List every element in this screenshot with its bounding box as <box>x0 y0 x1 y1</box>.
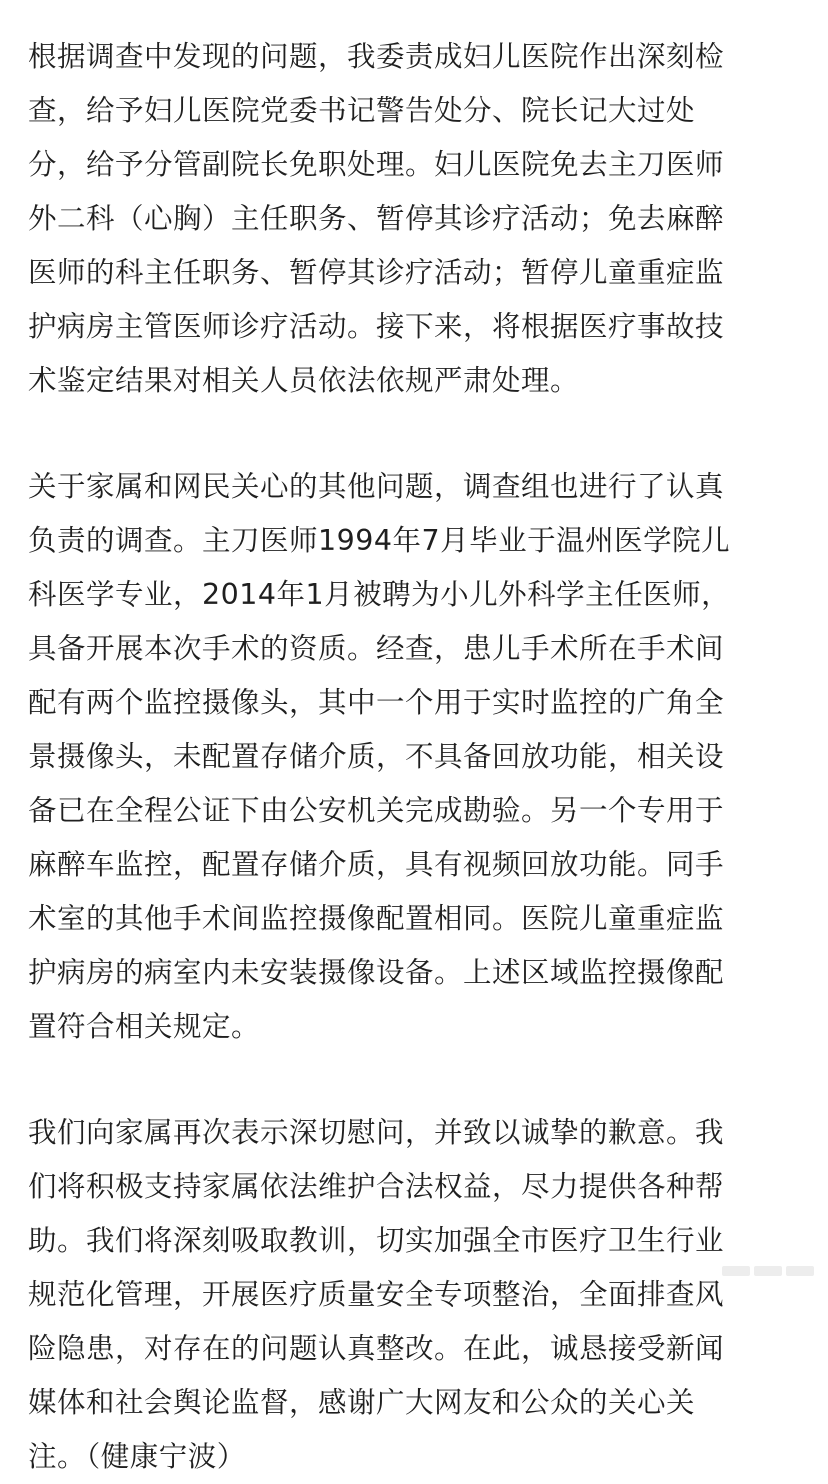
text-line: 注。（健康宁波） <box>28 1440 246 1473</box>
watermark-mark <box>786 1266 814 1276</box>
watermark <box>722 1266 814 1276</box>
text-line: 根据调查中发现的问题，我委责成妇儿医院作出深刻检 <box>28 40 725 73</box>
text-line: 备已在全程公证下由公安机关完成勘验。另一个专用于 <box>28 794 725 827</box>
text-line: 媒体和社会舆论监督，感谢广大网友和公众的关心关 <box>28 1386 696 1419</box>
paragraph-investigation-findings <box>28 460 808 1054</box>
text-line: 配有两个监控摄像头，其中一个用于实时监控的广角全 <box>28 686 725 719</box>
text-line: 麻醉车监控，配置存储介质，具有视频回放功能。同手 <box>28 848 725 881</box>
text-line: 护病房的病室内未安装摄像设备。上述区域监控摄像配 <box>28 956 725 989</box>
paragraph-disciplinary-actions <box>28 30 808 408</box>
text-line: 负责的调查。主刀医师1994年7月毕业于温州医学院儿 <box>28 524 731 557</box>
paragraph-apology-statement <box>28 1106 808 1484</box>
text-line: 查，给予妇儿医院党委书记警告处分、院长记大过处 <box>28 94 696 127</box>
text-line: 医师的科主任职务、暂停其诊疗活动；暂停儿童重症监 <box>28 256 725 289</box>
article-body <box>28 30 808 1484</box>
text-line: 术室的其他手术间监控摄像配置相同。医院儿童重症监 <box>28 902 725 935</box>
text-line: 景摄像头，未配置存储介质，不具备回放功能，相关设 <box>28 740 725 773</box>
text-line: 们将积极支持家属依法维护合法权益，尽力提供各种帮 <box>28 1170 725 1203</box>
text-line: 规范化管理，开展医疗质量安全专项整治，全面排查风 <box>28 1278 725 1311</box>
text-line: 助。我们将深刻吸取教训，切实加强全市医疗卫生行业 <box>28 1224 725 1257</box>
watermark-mark <box>754 1266 782 1276</box>
text-line: 护病房主管医师诊疗活动。接下来，将根据医疗事故技 <box>28 310 725 343</box>
text-line: 术鉴定结果对相关人员依法依规严肃处理。 <box>28 364 580 397</box>
text-line: 关于家属和网民关心的其他问题，调查组也进行了认真 <box>28 470 725 503</box>
text-line: 外二科（心胸）主任职务、暂停其诊疗活动；免去麻醉 <box>28 202 725 235</box>
watermark-mark <box>722 1266 750 1276</box>
text-line: 科医学专业，2014年1月被聘为小儿外科学主任医师， <box>28 578 731 611</box>
text-line: 我们向家属再次表示深切慰问，并致以诚挚的歉意。我 <box>28 1116 725 1149</box>
text-line: 分，给予分管副院长免职处理。妇儿医院免去主刀医师 <box>28 148 725 181</box>
text-line: 险隐患，对存在的问题认真整改。在此，诚恳接受新闻 <box>28 1332 725 1365</box>
text-line: 置符合相关规定。 <box>28 1010 261 1043</box>
text-line: 具备开展本次手术的资质。经查，患儿手术所在手术间 <box>28 632 725 665</box>
